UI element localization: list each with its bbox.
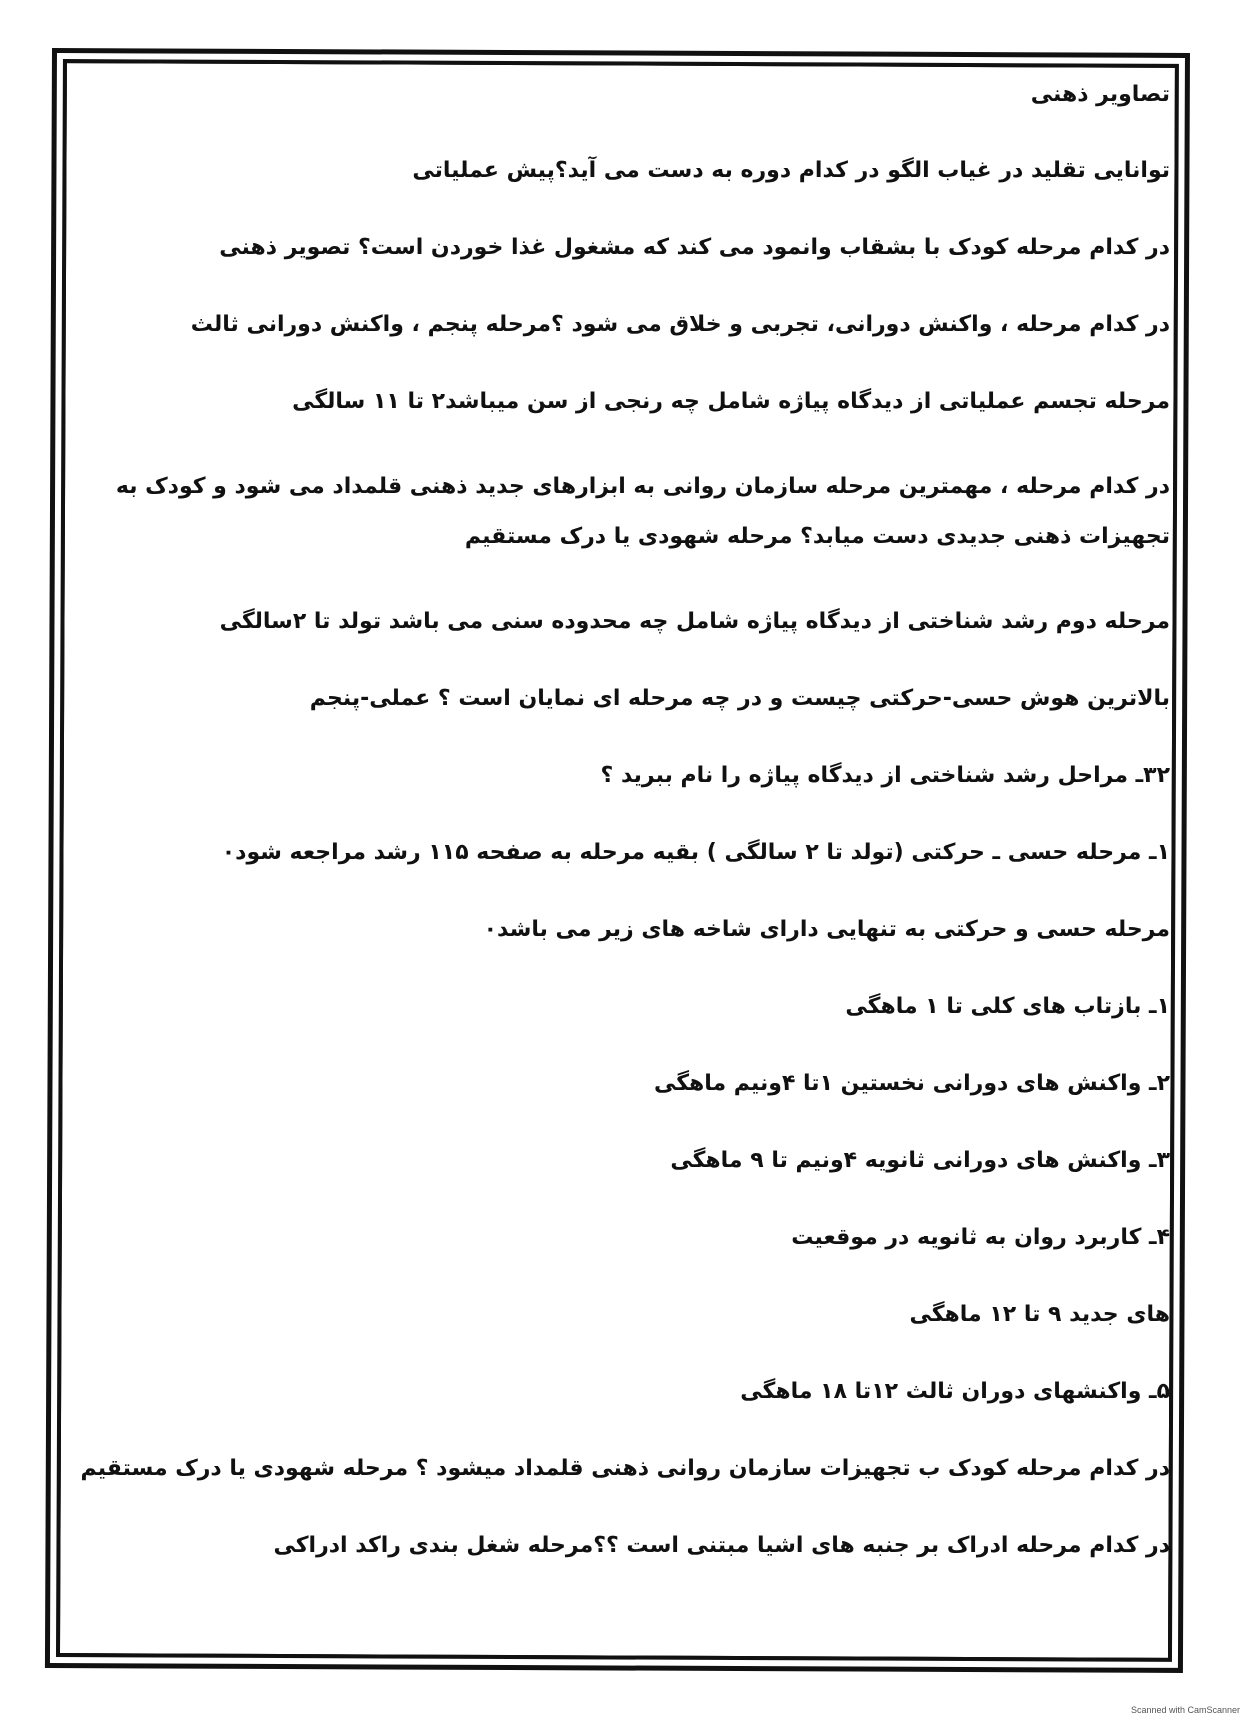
text-line-14: ۴ـ کاربرد روان به ثانویه در موقعیت bbox=[791, 1225, 1170, 1250]
text-line-16: ۵ـ واکنشهای دوران ثالث ۱۲تا ۱۸ ماهگی bbox=[740, 1379, 1170, 1404]
text-line-12: ۲ـ واکنش های دورانی نخستین ۱تا ۴ونیم ماهگی bbox=[653, 1071, 1170, 1096]
text-line-4: مرحله تجسم عملیاتی از دیدگاه پیاژه شامل چه رنجی از سن میباشد۲ تا ۱۱ سالگی bbox=[292, 389, 1170, 414]
text-line-15: های جدید ۹ تا ۱۲ ماهگی bbox=[909, 1302, 1170, 1327]
text-line-18: در کدام مرحله ادراک بر جنبه های اشیا مبتنی است ؟؟مرحله شغل بندی راکد ادراکی bbox=[273, 1533, 1170, 1558]
scanner-watermark: Scanned with CamScanner bbox=[1130, 1705, 1240, 1715]
text-line-6: مرحله دوم رشد شناختی از دیدگاه پیاژه شامل چه محدوده سنی می باشد تولد تا ۲سالگی bbox=[219, 609, 1170, 634]
text-line-10: مرحله حسی و حرکتی به تنهایی دارای شاخه های زیر می باشد۰ bbox=[483, 917, 1170, 942]
text-line-7: بالاترین هوش حسی-حرکتی چیست و در چه مرحله ای نمایان است ؟ عملی-پنجم bbox=[309, 686, 1170, 711]
text-line-9: ۱ـ مرحله حسی ـ حرکتی (تولد تا ۲ سالگی ) بقیه مرحله به صفحه ۱۱۵ رشد مراجعه شود۰ bbox=[221, 840, 1170, 865]
text-line-11: ۱ـ بازتاب های کلی تا ۱ ماهگی bbox=[845, 994, 1170, 1019]
text-line-13: ۳ـ واکنش های دورانی ثانویه ۴ونیم تا ۹ ماهگی bbox=[670, 1148, 1170, 1173]
document-body bbox=[78, 78, 1170, 1649]
text-line-2: در کدام مرحله کودک با بشقاب وانمود می کند که مشغول غذا خوردن است؟ تصویر ذهنی bbox=[219, 235, 1170, 260]
text-line-5: در کدام مرحله ، مهمترین مرحله سازمان روانی به ابزارهای جدید ذهنی قلمداد می شود و کودک به تجهیزات ذهنی جدیدی دست میابد؟ مرحله شهودی یا درک مستقیم bbox=[115, 474, 1170, 549]
text-line-1: توانایی تقلید در غیاب الگو در کدام دوره به دست می آید؟پیش عملیاتی bbox=[412, 158, 1170, 183]
text-line-8: ۳۲ـ مراحل رشد شناختی از دیدگاه پیاژه را نام ببرید ؟ bbox=[600, 763, 1170, 788]
text-line-17: در کدام مرحله کودک ب تجهیزات سازمان روانی ذهنی قلمداد میشود ؟ مرحله شهودی یا درک مستقیم bbox=[80, 1456, 1170, 1481]
document-title: تصاویر ذهنی bbox=[1030, 82, 1170, 107]
text-line-3: در کدام مرحله ، واکنش دورانی، تجربی و خلاق می شود ؟مرحله پنجم ، واکنش دورانی ثالث bbox=[190, 312, 1170, 337]
